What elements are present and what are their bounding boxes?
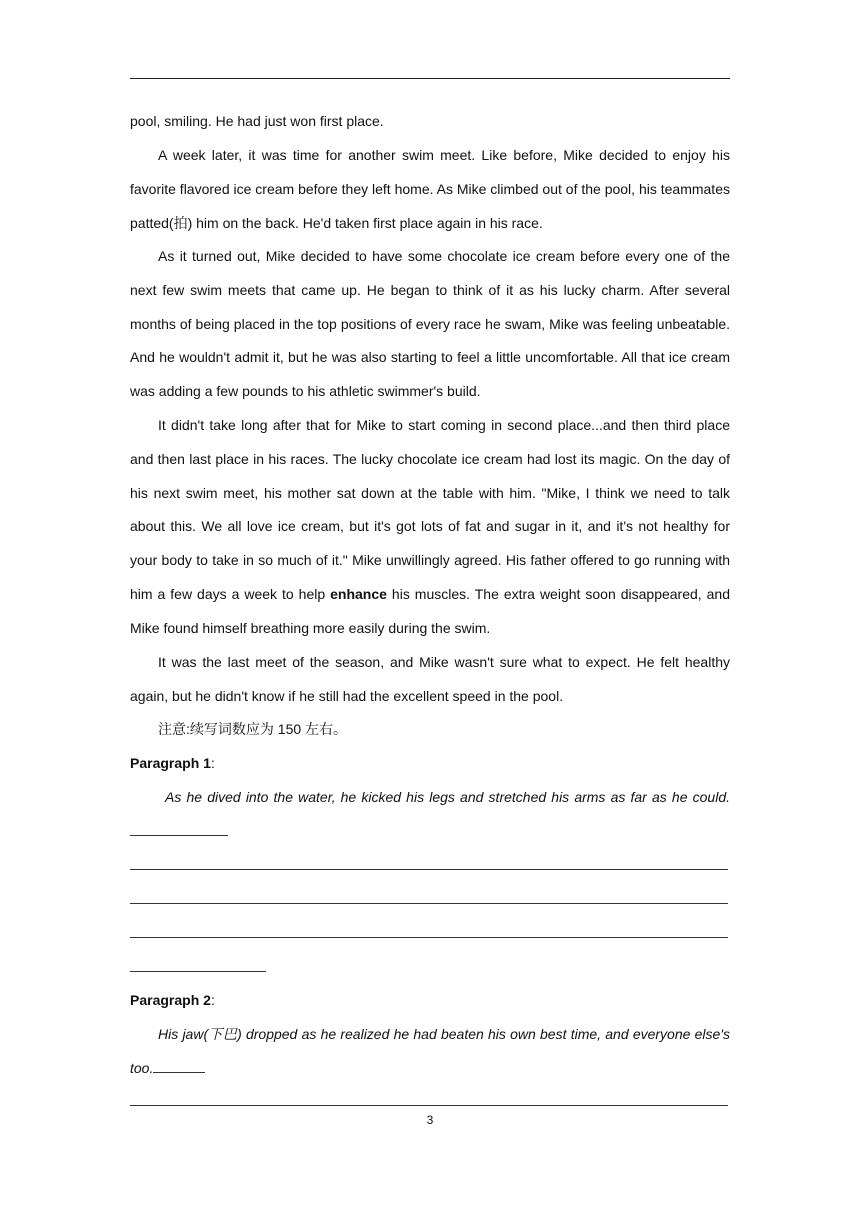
- story-paragraph-2: A week later, it was time for another swim meet. Like before, Mike decided to enjoy his favorite flavored ice cream before they left home. As Mike climbed out of the pool, his teammates patted(拍) him on the back. He'd taken first place again in his race.: [130, 147, 730, 231]
- answer-line[interactable]: [130, 937, 728, 938]
- answer-line-short[interactable]: [130, 971, 266, 972]
- story-paragraph-1: pool, smiling. He had just won first place.: [130, 113, 384, 129]
- story-paragraph-4-part-b: his muscles. The extra weight soon disappeared, and Mike found himself breathing more easily during the swim.: [130, 585, 731, 636]
- story-paragraph-4-part-a: It didn't take long after that for Mike to start coming in second place...and then third place and then last place in his races. The lucky chocolate ice cream had lost its magic. On the day of his next swim meet, his mother sat down at the table with him. "Mike, I think we need to talk about this. We all love ice cream, but it's got lots of fat and sugar in it, and it's not healthy for your body to take in so much of it." Mike unwillingly agreed. His father offered to go running with him a few days a week to help: [130, 417, 730, 602]
- paragraph-2-prompt-text: His jaw(下巴) dropped as he realized he had beaten his own best time, and everyone else's too.: [130, 1026, 730, 1076]
- paragraph-2-colon: :: [210, 992, 215, 1008]
- page-number: 3: [426, 1113, 434, 1127]
- paragraph-1-inline-blank[interactable]: [130, 823, 228, 836]
- paragraph-1-label: Paragraph 1: [130, 755, 211, 771]
- answer-line[interactable]: [130, 869, 728, 870]
- story-paragraph-3: As it turned out, Mike decided to have some chocolate ice cream before every one of the next few swim meets that came up. He began to think of it as his lucky charm. After several months of being placed in the top positions of every race he swam, Mike was feeling unbeatable. And he wouldn't admit it, but he was also starting to feel a little uncomfortable. All that ice cream was adding a few pounds to his athletic swimmer's build.: [130, 248, 730, 400]
- paragraph-1-prompt: [130, 781, 730, 849]
- answer-line[interactable]: [130, 1105, 728, 1106]
- vocab-enhance: enhance: [330, 585, 387, 602]
- paragraph-2-prompt: [130, 1018, 730, 1086]
- paragraph-2-inline-blank[interactable]: [153, 1060, 205, 1073]
- answer-line[interactable]: [130, 903, 728, 904]
- paragraph-1-colon: :: [210, 755, 215, 771]
- paragraph-1-heading: [130, 747, 730, 781]
- header-rule: [130, 78, 730, 79]
- instruction-note: 注意:续写词数应为 150 左右。: [158, 721, 348, 737]
- story-paragraph-5: It was the last meet of the season, and Mike wasn't sure what to expect. He felt healthy again, but he didn't know if he still had the excellent speed in the pool.: [130, 654, 730, 704]
- paragraph-1-prompt-text: As he dived into the water, he kicked his legs and stretched his arms as far as he could.: [165, 789, 730, 805]
- paragraph-2-heading: [130, 984, 730, 1018]
- story-paragraph-4: [130, 409, 730, 646]
- paragraph-2-label: Paragraph 2: [130, 992, 211, 1008]
